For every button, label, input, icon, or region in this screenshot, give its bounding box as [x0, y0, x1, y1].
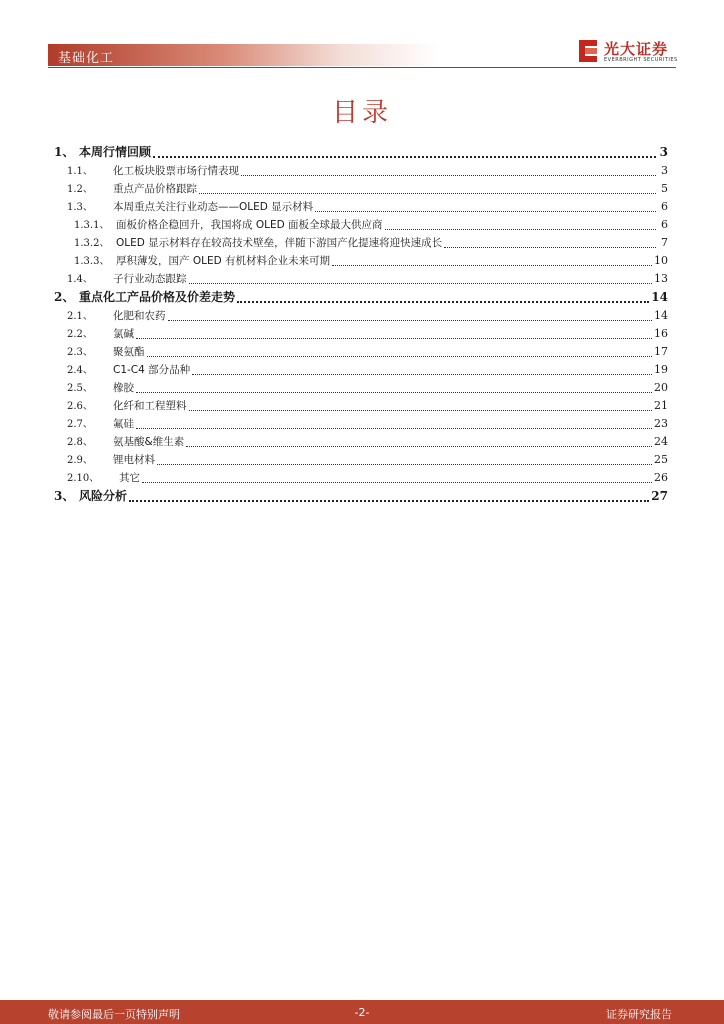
toc-entry-number: 2.8、 — [67, 437, 93, 448]
company-logo — [578, 38, 678, 66]
toc-dot-leader — [332, 264, 652, 266]
toc-entry[interactable] — [54, 469, 668, 487]
toc-entry-label: 锂电材料 — [113, 454, 155, 466]
toc-entry-number: 2.1、 — [67, 311, 93, 322]
toc-entry-label: 子行业动态跟踪 — [113, 273, 187, 285]
toc-entry[interactable] — [54, 397, 668, 415]
toc-dot-leader — [153, 155, 656, 158]
toc-entry[interactable] — [54, 162, 668, 180]
toc-entry-label: OLED 显示材料存在较高技术壁垒，伴随下游国产化提速将迎快速成长 — [116, 237, 443, 249]
toc-entry-label: 其它 — [119, 472, 140, 484]
toc-entry-label: 本周重点关注行业动态——OLED 显示材料 — [113, 201, 314, 213]
toc-entry-number: 1.2、 — [67, 184, 93, 195]
toc-entry-number: 1.3.1、 — [74, 220, 110, 231]
toc-dot-leader — [189, 409, 653, 411]
toc-entry[interactable] — [54, 487, 668, 506]
toc-entry-page: 6 — [661, 200, 668, 213]
toc-dot-leader — [315, 210, 656, 212]
toc-entry-label: 氟硅 — [113, 418, 134, 430]
toc-entry-label: 化工板块股票市场行情表现 — [113, 165, 239, 177]
toc-entry-page: 5 — [661, 182, 668, 195]
toc-dot-leader — [157, 463, 652, 465]
toc-entry-page: 13 — [654, 272, 668, 285]
toc-entry-number: 2、 — [54, 290, 75, 304]
page-number: -2- — [354, 1006, 370, 1019]
logo-chinese-name: 光大证券 — [604, 40, 669, 58]
toc-entry[interactable] — [54, 198, 668, 216]
toc-entry-page: 20 — [654, 381, 668, 394]
toc-entry[interactable] — [54, 415, 668, 433]
toc-entry-label: 重点化工产品价格及价差走势 — [79, 290, 236, 304]
footer-disclaimer: 敬请参阅最后一页特别声明 — [48, 1008, 180, 1021]
toc-dot-leader — [136, 427, 652, 429]
toc-dot-leader — [237, 300, 649, 303]
toc-entry-number: 2.4、 — [67, 365, 93, 376]
toc-dot-leader — [168, 319, 653, 321]
toc-entry[interactable] — [54, 270, 668, 288]
toc-entry-page: 10 — [654, 254, 668, 267]
toc-entry-number: 1.3、 — [67, 202, 93, 213]
toc-entry-label: 重点产品价格跟踪 — [113, 183, 197, 195]
toc-entry-page: 19 — [654, 363, 668, 376]
toc-entry-page: 23 — [654, 417, 668, 430]
toc-entry[interactable] — [54, 451, 668, 469]
toc-entry-number: 1.1、 — [67, 166, 93, 177]
toc-entry-number: 1.3.3、 — [74, 256, 110, 267]
toc-entry-number: 2.9、 — [67, 455, 93, 466]
toc-entry[interactable] — [54, 307, 668, 325]
toc-entry-number: 1.3.2、 — [74, 238, 110, 249]
toc-entry[interactable] — [54, 143, 668, 162]
toc-entry-label: 厚积薄发，国产 OLED 有机材料企业未来可期 — [116, 255, 331, 267]
toc-dot-leader — [385, 228, 656, 230]
toc-entry-page: 6 — [661, 218, 668, 231]
section-label: 基础化工 — [58, 51, 115, 66]
header-divider — [48, 67, 676, 68]
toc-entry[interactable] — [54, 252, 668, 270]
toc-entry-page: 14 — [651, 290, 668, 304]
toc-entry-page: 3 — [661, 164, 668, 177]
toc-entry-number: 2.3、 — [67, 347, 93, 358]
toc-entry-page: 3 — [659, 145, 668, 159]
toc-dot-leader — [199, 192, 656, 194]
toc-dot-leader — [241, 174, 656, 176]
toc-dot-leader — [189, 282, 653, 284]
toc-entry[interactable] — [54, 325, 668, 343]
toc-entry-number: 1、 — [54, 145, 75, 159]
toc-entry[interactable] — [54, 288, 668, 307]
toc-dot-leader — [142, 481, 652, 483]
toc-entry-page: 24 — [654, 435, 668, 448]
toc-entry[interactable] — [54, 343, 668, 361]
toc-entry[interactable] — [54, 361, 668, 379]
toc-entry[interactable] — [54, 234, 668, 252]
toc-entry-number: 2.7、 — [67, 419, 93, 430]
toc-dot-leader — [192, 373, 652, 375]
toc-entry-page: 27 — [651, 489, 668, 503]
toc-dot-leader — [136, 337, 652, 339]
toc-entry-page: 17 — [654, 345, 668, 358]
toc-entry-label: 化肥和农药 — [113, 310, 166, 322]
toc-entry-page: 21 — [654, 399, 668, 412]
toc-entry-page: 25 — [654, 453, 668, 466]
logo-mark-icon — [578, 38, 598, 64]
toc-entry-number: 1.4、 — [67, 274, 93, 285]
toc-entry[interactable] — [54, 216, 668, 234]
toc-entry-number: 2.5、 — [67, 383, 93, 394]
toc-entry-label: 风险分析 — [79, 489, 128, 503]
toc-entry-page: 14 — [654, 309, 668, 322]
toc-entry-page: 7 — [661, 236, 668, 249]
toc-dot-leader — [444, 246, 656, 248]
toc-entry-number: 2.6、 — [67, 401, 93, 412]
toc-entry-label: 本周行情回顾 — [79, 145, 152, 159]
toc-entry-label: 面板价格企稳回升，我国将成 OLED 面板全球最大供应商 — [116, 219, 383, 231]
toc-entry-label: 氨基酸&维生素 — [113, 436, 185, 448]
toc-entry[interactable] — [54, 379, 668, 397]
toc-entry-label: 聚氨酯 — [113, 346, 145, 358]
toc-dot-leader — [186, 445, 652, 447]
toc-dot-leader — [147, 355, 653, 357]
toc-entry-page: 26 — [654, 471, 668, 484]
toc-entry[interactable] — [54, 180, 668, 198]
toc-entry-label: C1-C4 部分品种 — [113, 364, 191, 376]
toc-entry-page: 16 — [654, 327, 668, 340]
toc-title: 目录 — [331, 98, 392, 128]
toc-dot-leader — [136, 391, 652, 393]
toc-entry-label: 化纤和工程塑料 — [113, 400, 187, 412]
table-of-contents — [54, 143, 668, 506]
toc-entry-label: 橡胶 — [113, 382, 134, 394]
logo-english-name: EVERBRIGHT SECURITIES — [604, 57, 678, 63]
toc-entry-label: 氯碱 — [113, 328, 134, 340]
toc-entry-number: 2.10、 — [67, 473, 100, 484]
toc-dot-leader — [129, 499, 649, 502]
footer-report-type: 证券研究报告 — [606, 1008, 672, 1021]
toc-entry-number: 2.2、 — [67, 329, 93, 340]
toc-entry[interactable] — [54, 433, 668, 451]
toc-entry-number: 3、 — [54, 489, 75, 503]
